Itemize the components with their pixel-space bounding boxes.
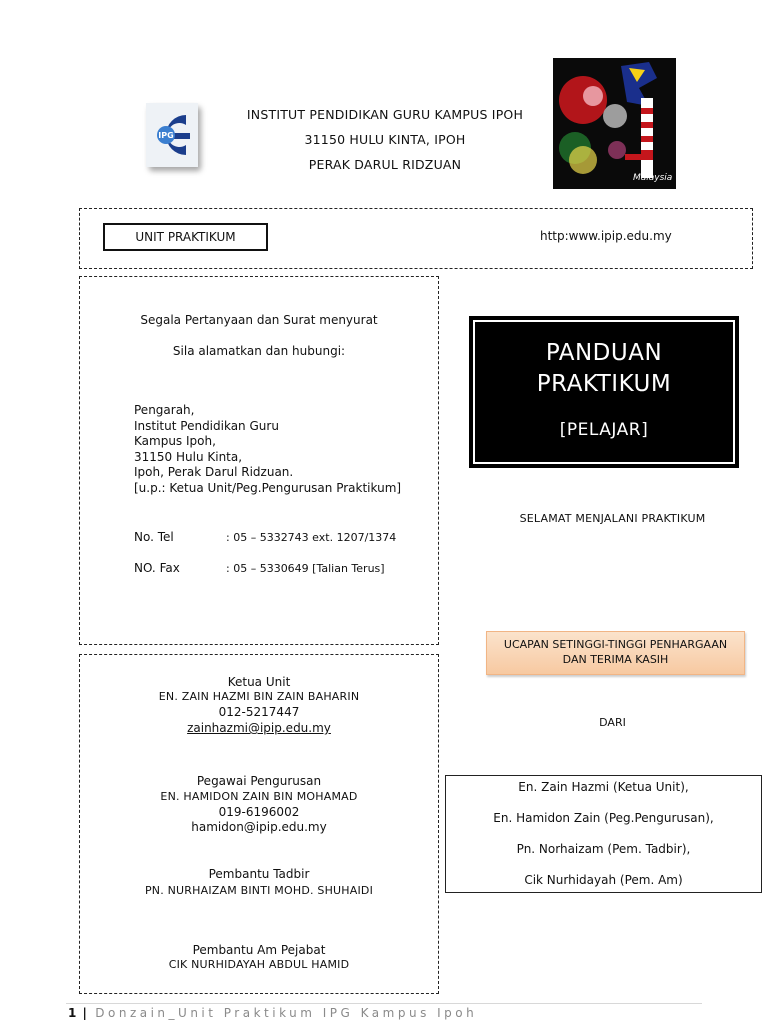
fax-value: : 05 – 5330649 [Talian Terus] <box>226 562 385 575</box>
appreciation-banner <box>486 631 745 675</box>
address-line: Institut Pendidikan Guru <box>134 418 279 433</box>
staff-name: Pn. Norhaizam (Pem. Tadbir), <box>516 842 691 856</box>
ipg-logo <box>146 103 198 167</box>
contact-role: Pegawai Pengurusan <box>196 774 322 788</box>
appreciation-line-1: UCAPAN SETINGGI-TINGGI PENHARGAAN <box>503 638 728 651</box>
address-line: 31150 Hulu Kinta, <box>134 449 243 464</box>
greeting-text: SELAMAT MENJALANI PRAKTIKUM <box>519 512 706 525</box>
page-footer <box>68 1006 477 1020</box>
document-title-box <box>469 316 739 468</box>
contact-role: Ketua Unit <box>227 675 291 689</box>
contact-name: PN. NURHAIZAM BINTI MOHD. SHUHAIDI <box>144 884 374 897</box>
ipg-logo-text: IPG <box>158 131 174 140</box>
website-link[interactable]: http:www.ipip.edu.my <box>540 229 672 243</box>
contact-email-row <box>79 721 439 735</box>
address-line: Ipoh, Perak Darul Ridzuan. <box>134 465 294 479</box>
staff-name: En. Zain Hazmi (Ketua Unit), <box>518 780 689 794</box>
address-line: Pengarah, <box>134 403 195 417</box>
footer-divider <box>66 1003 702 1004</box>
unit-label: UNIT PRAKTIKUM <box>103 223 268 251</box>
telephone-row <box>134 530 396 544</box>
enquiry-line-2: Sila alamatkan dan hubungi: <box>172 344 346 358</box>
malaysia-logo-text: Malaysia <box>633 173 673 183</box>
footer-text: Donzain_Unit Praktikum IPG Kampus Ipoh <box>95 1006 478 1020</box>
institute-postcode: 31150 HULU KINTA, IPOH <box>304 132 466 147</box>
contact-phone: 012-5217447 <box>218 705 300 719</box>
address-line: [u.p.: Ketua Unit/Peg.Pengurusan Praktikum] <box>134 480 402 495</box>
contact-phone: 019-6196002 <box>218 805 300 819</box>
contact-email-link[interactable]: zainhazmi@ipip.edu.my <box>187 721 331 735</box>
title-line-2: PRAKTIKUM <box>536 371 672 397</box>
title-audience: [PELAJAR] <box>559 420 649 440</box>
title-line-1: PANDUAN <box>545 340 663 366</box>
address-line: Kampus Ipoh, <box>134 434 216 448</box>
staff-name: Cik Nurhidayah (Pem. Am) <box>524 873 683 887</box>
contact-role: Pembantu Tadbir <box>208 867 310 881</box>
institute-state: PERAK DARUL RIDZUAN <box>308 157 462 172</box>
contact-name: EN. HAMIDON ZAIN BIN MOHAMAD <box>160 790 358 803</box>
fax-row <box>134 561 385 575</box>
fax-label: NO. Fax <box>134 561 180 575</box>
mailing-address <box>134 403 401 496</box>
telephone-label: No. Tel <box>134 530 174 544</box>
appreciation-line-2: DAN TERIMA KASIH <box>562 653 669 666</box>
institute-address-header <box>215 102 555 177</box>
page-number: 1 | <box>68 1006 88 1020</box>
from-label: DARI <box>599 716 626 729</box>
contact-email: hamidon@ipip.edu.my <box>191 820 327 834</box>
contact-name: EN. ZAIN HAZMI BIN ZAIN BAHARIN <box>158 690 360 703</box>
contact-role: Pembantu Am Pejabat <box>192 943 326 957</box>
telephone-value: : 05 – 5332743 ext. 1207/1374 <box>226 531 397 544</box>
institute-name: INSTITUT PENDIDIKAN GURU KAMPUS IPOH <box>246 107 524 122</box>
malaysia-flag-image <box>553 58 676 189</box>
staff-name: En. Hamidon Zain (Peg.Pengurusan), <box>493 811 714 825</box>
contact-name: CIK NURHIDAYAH ABDUL HAMID <box>168 958 350 971</box>
enquiry-line-1: Segala Pertanyaan dan Surat menyurat <box>140 313 378 327</box>
document-title-frame <box>473 320 735 464</box>
document-title <box>475 322 733 400</box>
